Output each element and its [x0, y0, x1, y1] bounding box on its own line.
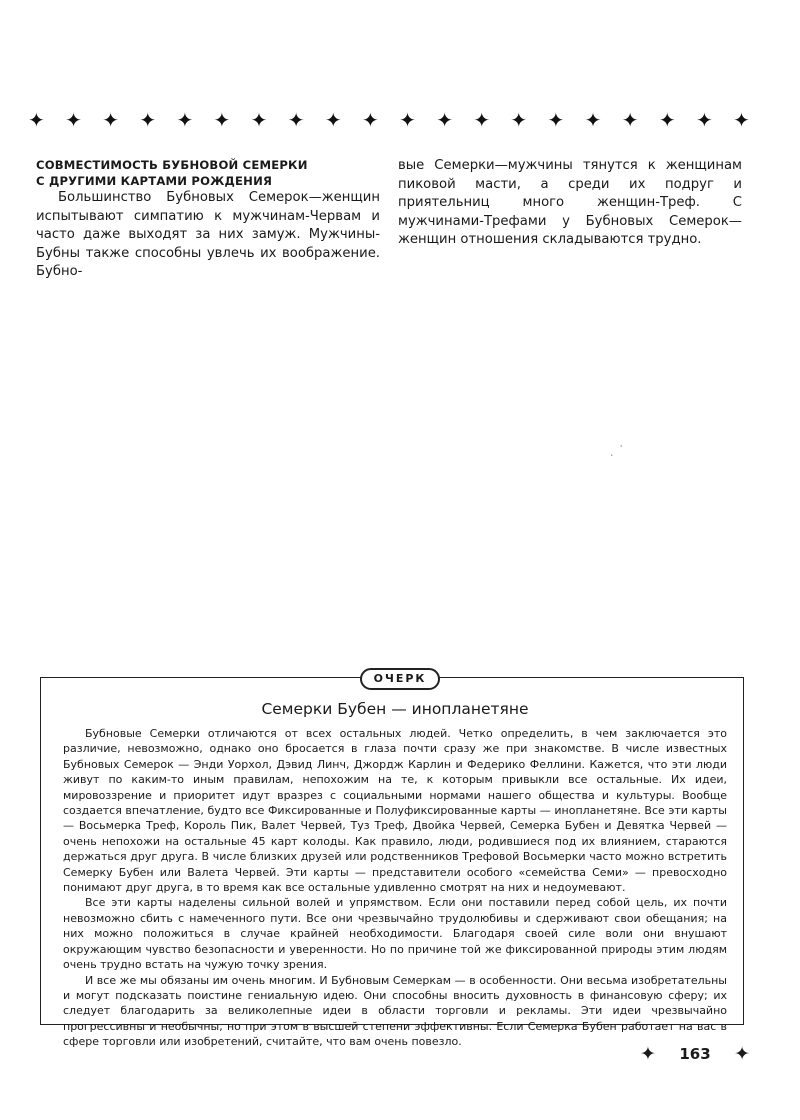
column-right — [398, 157, 742, 250]
star-icon: ✦ — [213, 108, 231, 132]
section-heading-line2: С ДРУГИМИ КАРТАМИ РОЖДЕНИЯ — [36, 174, 273, 188]
star-icon: ✦ — [324, 108, 342, 132]
star-icon: ✦ — [176, 108, 194, 132]
sidebar-title: Семерки Бубен — инопланетяне — [261, 700, 529, 718]
sidebar-paragraph: Бубновые Семерки отличаются от всех остальных людей. Четко определить, в чем заключается это различие, невозможно, однако оно бросается в глаза почти сразу же при знакомстве. В числе известных Бубновых Семерок — Энди Уорхол, Дэвид Линч, Джордж Карлин и Федерико Феллини. Кажется, что эти люди живут по каким-то иным правилам, непохожим на те, к которым привыкли все остальные. Их идеи, мировоззрение и приоритет идут вразрез с социальными нормами нашего общества и культуры. Вообще создается впечатление, будто все Фиксированные и Полуфиксированные карты — инопланетяне. Все эти карты — Восьмерка Треф, Король Пик, Валет Червей, Туз Треф, Двойка Червей, Семерка Бубен и Девятка Червей — очень непохожи на остальные 45 карт колоды. Как правило, люди, родившиеся под их влиянием, стараются держаться друг друга. В числе близких друзей или родственников Трефовой Восьмерки часто можно встретить Семерку Бубен или Валета Червей. Эти карты — представители особого «семейства Семи» — превосходно понимают друг друга, в то время как все остальные удивленно смотрят на них и недоумевают. — [63, 727, 727, 895]
sidebar-badge-wrap — [0, 668, 800, 690]
page-footer — [640, 1043, 750, 1065]
star-icon: ✦ — [28, 108, 45, 132]
star-icon: ✦ — [584, 108, 602, 132]
page-number: 163 — [679, 1045, 711, 1063]
star-icon: ✦ — [287, 108, 305, 132]
star-icon: ✦ — [473, 108, 491, 132]
section-heading-line1: СОВМЕСТИМОСТЬ БУБНОВОЙ СЕМЕРКИ — [36, 158, 308, 172]
sidebar-essay-box — [40, 677, 744, 1049]
scan-speck: ˋ — [610, 454, 614, 463]
section-text-left: Большинство Бубновых Семерок—женщин испытывают симпатию к мужчинам-Червам и часто даже выходят за них замуж. Мужчины-Бубны также способны увлечь их воображение. Бубно- — [36, 190, 380, 279]
star-icon: ✦ — [640, 1043, 656, 1065]
sidebar-paragraph: И все же мы обязаны им очень многим. И Бубновым Семеркам — в особенности. Они весьма изобретательны и могут подсказать поистине гениальную идею. Они способны вносить духовность в финансовую сферу; их следует благодарить за великолепные идеи в области торговли и рекламы. Эти идеи чрезвычайно прогрессивны и необычны, но при этом в высшей степени эффективны. Если Семерка Бубен работает на вас в сфере торговли или изобретений, считайте, что вам очень повезло. — [63, 973, 727, 1049]
section-heading — [36, 157, 380, 189]
star-icon: ✦ — [733, 108, 750, 132]
ornament-row — [28, 108, 750, 132]
star-icon: ✦ — [436, 108, 453, 132]
star-icon: ✦ — [621, 108, 639, 132]
star-icon: ✦ — [139, 108, 157, 132]
star-icon: ✦ — [658, 108, 676, 132]
star-icon: ✦ — [65, 108, 82, 132]
sidebar-paragraph: Все эти карты наделены сильной волей и упрямством. Если они поставили перед собой цель, их почти невозможно сбить с намеченного пути. Все они чрезвычайно трудолюбивы и сдерживают свои обещания; на них можно положиться в случае крайней необходимости. Благодаря своей силе воли они внушают окружающим чувство безопасности и уверенности. Но по причине той же фиксированной природы этим людям очень трудно встать на чужую точку зрения. — [63, 896, 727, 972]
star-icon: ✦ — [547, 108, 565, 132]
star-icon: ✦ — [250, 108, 268, 132]
column-left — [36, 157, 380, 282]
star-icon: ✦ — [695, 108, 713, 132]
star-icon: ✦ — [361, 108, 379, 132]
star-icon: ✦ — [734, 1043, 750, 1065]
star-icon: ✦ — [510, 108, 528, 132]
scan-speck: ˈ — [620, 444, 623, 453]
star-icon: ✦ — [102, 108, 119, 132]
sidebar-badge: ОЧЕРК — [360, 668, 441, 690]
star-icon: ✦ — [399, 108, 416, 132]
section-text-right: вые Семерки—мужчины тянутся к женщинам пиковой масти, а среди их подруг и приятельниц много женщин-Треф. С мужчинами-Трефами у Бубновых Семерок—женщин отношения складываются трудно. — [398, 158, 742, 247]
